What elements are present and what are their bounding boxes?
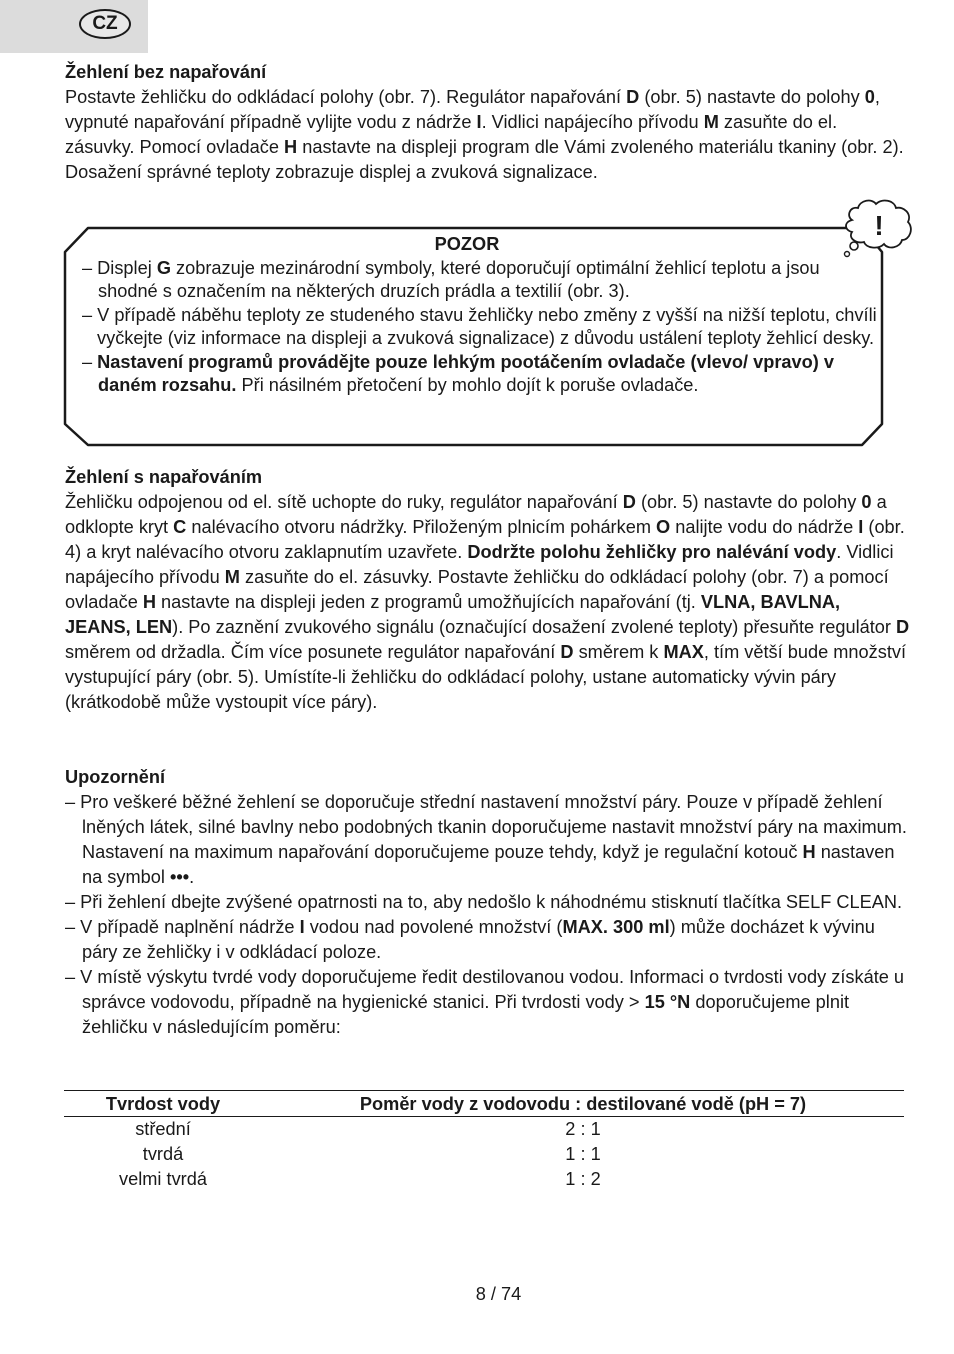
- bold-text: M: [224, 567, 240, 587]
- bold-text: •••: [169, 867, 190, 887]
- bold-text: 15 °N: [644, 992, 691, 1012]
- warning-box: [62, 226, 884, 448]
- bold-text: G: [156, 257, 171, 278]
- section-notice: [65, 765, 910, 1040]
- table-header-row: [64, 1091, 904, 1117]
- column-header: Poměr vody z vodovodu : destilované vodě (pH = 7): [262, 1091, 904, 1117]
- table-cell: tvrdá: [142, 1144, 184, 1164]
- notice-item: – V místě výskytu tvrdé vody doporučujeme ředit destilovanou vodou. Informaci o tvrdosti vody získáte u správce vodovodu, případně na hygienické stanici. Při tvrdosti vody > 15 °N doporučujeme plnit žehličku v následujícím poměru:: [65, 967, 905, 1037]
- language-tab: [0, 0, 148, 53]
- bold-text: M: [703, 112, 719, 132]
- table-cell: velmi tvrdá: [119, 1169, 207, 1189]
- warning-item: – Nastavení programů provádějte pouze lehkým pootáčením ovladače (vlevo/ vpravo) v daném rozsahu. Při násilném přetočení by mohlo dojít k poruše ovladače.: [82, 351, 834, 395]
- bold-text: D: [896, 617, 910, 637]
- bold-text: O: [656, 517, 671, 537]
- bold-text: Dodržte polohu žehličky pro nalévání vody: [467, 542, 837, 562]
- table-row: [64, 1167, 904, 1192]
- notice-item: – V případě naplnění nádrže I vodou nad povolené množství (MAX. 300 ml) může docházet k vývinu páry ze žehličky i v odkládací poloze.: [65, 917, 875, 962]
- water-hardness-table: [64, 1090, 904, 1192]
- bold-text: I: [299, 917, 305, 937]
- section-ironing-with-steam: [65, 465, 910, 715]
- bold-text: H: [142, 592, 156, 612]
- bold-text: 0: [864, 87, 875, 107]
- notice-item: – Pro veškeré běžné žehlení se doporučuje střední nastavení množství páry. Pouze v případě žehlení lněných látek, silné bavlny nebo podobných tkanin doporučujeme nastavit množství páry na maximum. Nastavení na maximum napařování doporučujeme pouze tehdy, když je regulační kotouč H nastaven na symbol •••.: [65, 792, 907, 887]
- bold-text: I: [476, 112, 482, 132]
- table-cell: střední: [135, 1119, 191, 1139]
- table-row: [64, 1142, 904, 1167]
- exclamation-mark: !: [874, 210, 884, 241]
- language-badge: CZ: [79, 9, 131, 39]
- bold-text: MAX: [663, 642, 704, 662]
- page-number: 8 / 74: [475, 1284, 522, 1304]
- warning-item: – V případě náběhu teploty ze studeného stavu žehličky nebo změny z vyšší na nižší teplotu, chvíli vyčkejte (viz informace na displeji a zvuková signalizace) z důvodu ustálení teploty žehlicí desky.: [82, 304, 877, 348]
- bold-text: D: [626, 87, 640, 107]
- notice-item: – Při žehlení dbejte zvýšené opatrnosti na to, aby nedošlo k náhodnému stisknutí tlačítka SELF CLEAN.: [65, 892, 903, 912]
- section-ironing-without-steam: [65, 60, 910, 185]
- section-heading: Upozornění: [65, 767, 166, 787]
- table-cell: 1 : 1: [565, 1144, 601, 1164]
- bold-text: C: [173, 517, 187, 537]
- bold-text: MAX. 300 ml: [562, 917, 670, 937]
- warning-item: – Displej G zobrazuje mezinárodní symboly, které doporučují optimální žehlicí teplotu a jsou shodné s označením na některých druzích prádla a textilií (obr. 3).: [82, 257, 820, 301]
- table-row: [64, 1117, 904, 1143]
- bold-text: I: [858, 517, 864, 537]
- table-cell: 1 : 2: [565, 1169, 601, 1189]
- bold-text: H: [284, 137, 298, 157]
- section-paragraph: Žehličku odpojenou od el. sítě uchopte do ruky, regulátor napařování D (obr. 5) nastavte do polohy 0 a odklopte kryt C nalévacího otvoru nádržky. Přiloženým plnicím pohárkem O nalijte vodu do nádrže I (obr. 4) a kryt nalévacího otvoru zaklapnutím uzavřete. Dodržte polohu žehličky pro nalévání vody. Vidlici napájecího přívodu M zasuňte do el. zásuvky. Postavte žehličku do odkládací polohy (obr. 7) a pomocí ovladače H nastavte na displeji jeden z programů umožňujících napařování (tj. VLNA, BAVLNA, JEANS, LEN). Po zaznění zvukového signálu (označující dosažení zvolené teploty) přesuňte regulátor D směrem od držadla. Čím více posunete regulátor napařování D směrem k MAX, tím větší bude množství vystupující páry (obr. 5). Umístíte-li žehličku do odkládací polohy, ustane automaticky vývin páry (krátkodobě může vystoupit více páry).: [65, 492, 910, 712]
- bold-text: 0: [861, 492, 872, 512]
- bold-text: D: [560, 642, 574, 662]
- section-heading: Žehlení s napařováním: [65, 467, 263, 487]
- bold-text: D: [622, 492, 636, 512]
- table-cell: 2 : 1: [565, 1119, 601, 1139]
- section-paragraph: Postavte žehličku do odkládací polohy (obr. 7). Regulátor napařování D (obr. 5) nastavte do polohy 0, vypnuté napařování případně vylijte vodu z nádrže I. Vidlici napájecího přívodu M zasuňte do el. zásuvky. Pomocí ovladače H nastavte na displeji program dle Vámi zvoleného materiálu tkaniny (obr. 2). Dosažení správné teploty zobrazuje displej a zvuková signalizace.: [65, 87, 904, 182]
- exclamation-thought-bubble-icon: [838, 198, 914, 260]
- bold-text: Nastavení programů provádějte pouze lehkým pootáčením ovladače (vlevo/ vpravo) v daném rozsahu.: [97, 351, 834, 395]
- section-heading: Žehlení bez napařování: [65, 62, 267, 82]
- bold-text: H: [802, 842, 816, 862]
- warning-title: POZOR: [434, 234, 500, 254]
- bold-text: VLNA, BAVLNA, JEANS, LEN: [65, 592, 841, 637]
- column-header: Tvrdost vody: [64, 1091, 262, 1117]
